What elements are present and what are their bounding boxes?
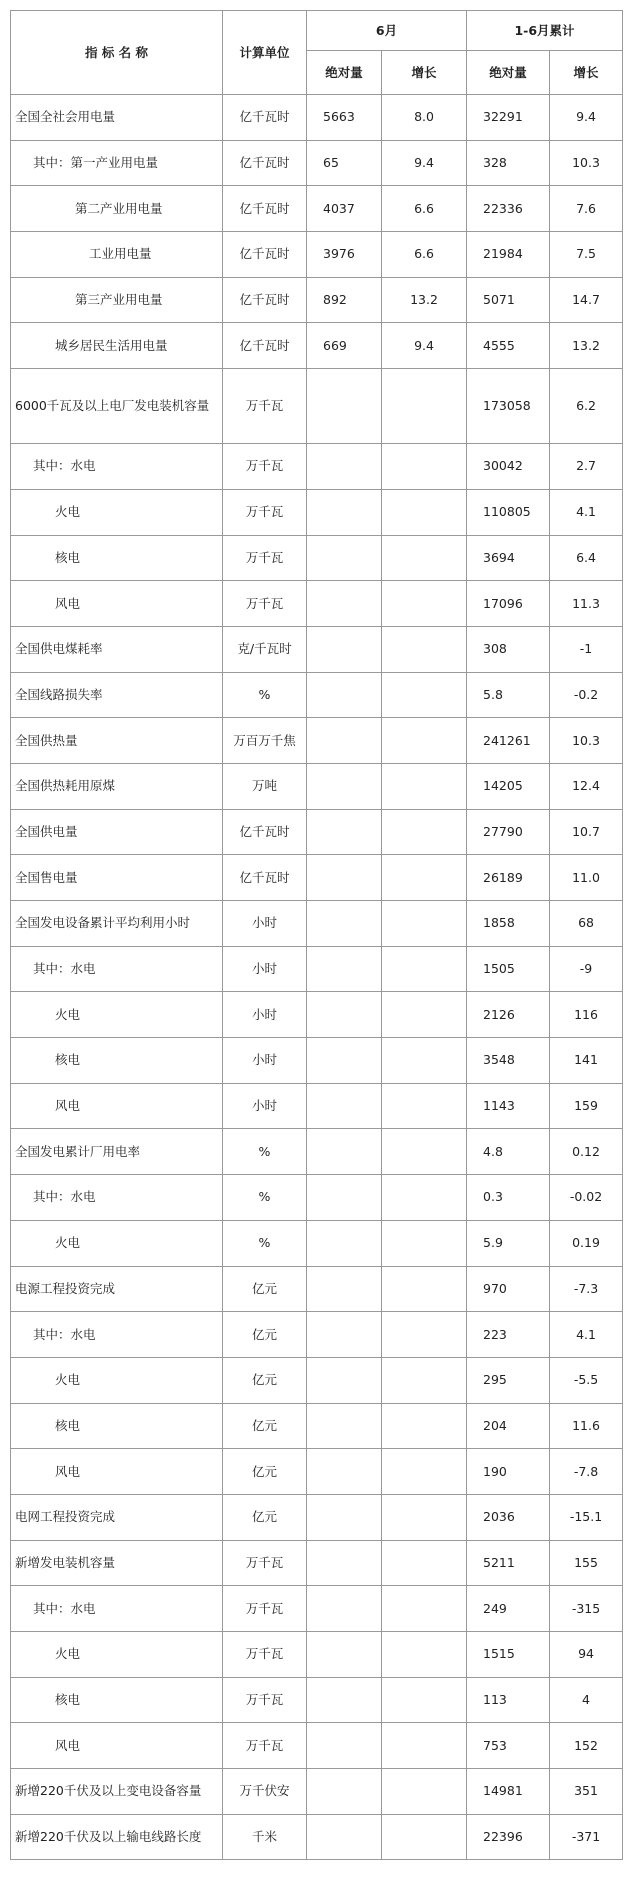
cumulative-absolute-cell: 970 (467, 1266, 550, 1312)
table-row (11, 1449, 623, 1495)
month-growth-cell (382, 1403, 467, 1449)
month-absolute-cell (307, 581, 382, 627)
indicator-name-cell: 其中：水电 (11, 946, 223, 992)
cumulative-growth-cell: 10.3 (550, 718, 623, 764)
month-absolute-cell: 669 (307, 323, 382, 369)
cumulative-growth-cell: 155 (550, 1540, 623, 1586)
month-growth-cell (382, 1677, 467, 1723)
cumulative-absolute-cell: 204 (467, 1403, 550, 1449)
cumulative-growth-cell: 2.7 (550, 444, 623, 490)
cumulative-absolute-cell: 328 (467, 140, 550, 186)
month-absolute-cell: 5663 (307, 95, 382, 141)
table-row (11, 444, 623, 490)
cumulative-growth-cell: 11.6 (550, 1403, 623, 1449)
cumulative-absolute-cell: 3548 (467, 1038, 550, 1084)
indicator-name-cell: 全国发电累计厂用电率 (11, 1129, 223, 1175)
cumulative-growth-cell: -371 (550, 1814, 623, 1860)
indicator-name-cell: 火电 (11, 489, 223, 535)
unit-cell: 万百万千焦 (223, 718, 307, 764)
table-row (11, 1038, 623, 1084)
table-row (11, 95, 623, 141)
cumulative-absolute-cell: 249 (467, 1586, 550, 1632)
month-absolute-cell: 892 (307, 277, 382, 323)
month-growth-cell (382, 855, 467, 901)
month-growth-cell (382, 1266, 467, 1312)
month-growth-cell (382, 1357, 467, 1403)
table-row (11, 1769, 623, 1815)
unit-cell: 亿元 (223, 1357, 307, 1403)
cumulative-absolute-cell: 223 (467, 1312, 550, 1358)
cumulative-growth-cell: -7.8 (550, 1449, 623, 1495)
indicator-name-cell: 新增220千伏及以上变电设备容量 (11, 1769, 223, 1815)
indicator-name-cell: 火电 (11, 992, 223, 1038)
cumulative-absolute-cell: 32291 (467, 95, 550, 141)
month-absolute-cell (307, 901, 382, 947)
cumulative-growth-cell: 14.7 (550, 277, 623, 323)
header-cumulative: 1-6月累计 (467, 11, 623, 51)
header-indicator-name: 指 标 名 称 (11, 11, 223, 95)
table-row (11, 489, 623, 535)
cumulative-absolute-cell: 27790 (467, 809, 550, 855)
table-row (11, 901, 623, 947)
month-growth-cell (382, 1723, 467, 1769)
indicator-name-cell: 全国发电设备累计平均利用小时 (11, 901, 223, 947)
table-row (11, 1175, 623, 1221)
indicator-name-cell: 其中：水电 (11, 444, 223, 490)
unit-cell: 亿元 (223, 1403, 307, 1449)
unit-cell: 亿千瓦时 (223, 809, 307, 855)
unit-cell: 万千瓦 (223, 444, 307, 490)
cumulative-absolute-cell: 753 (467, 1723, 550, 1769)
table-row (11, 1266, 623, 1312)
indicator-name-cell: 全国供电煤耗率 (11, 626, 223, 672)
month-growth-cell: 9.4 (382, 140, 467, 186)
cumulative-absolute-cell: 4.8 (467, 1129, 550, 1175)
cumulative-absolute-cell: 113 (467, 1677, 550, 1723)
indicator-name-cell: 第二产业用电量 (11, 186, 223, 232)
indicator-name-cell: 全国供热耗用原煤 (11, 763, 223, 809)
cumulative-absolute-cell: 21984 (467, 232, 550, 278)
indicator-name-cell: 全国供电量 (11, 809, 223, 855)
month-absolute-cell (307, 718, 382, 764)
unit-cell: 亿千瓦时 (223, 323, 307, 369)
unit-cell: 亿千瓦时 (223, 277, 307, 323)
month-absolute-cell (307, 1266, 382, 1312)
unit-cell: 小时 (223, 901, 307, 947)
header-unit: 计算单位 (223, 11, 307, 95)
month-absolute-cell (307, 1769, 382, 1815)
cumulative-absolute-cell: 22336 (467, 186, 550, 232)
cumulative-growth-cell: 12.4 (550, 763, 623, 809)
statistics-table-container (10, 10, 622, 1860)
table-row (11, 1814, 623, 1860)
indicator-name-cell: 火电 (11, 1357, 223, 1403)
table-body (11, 95, 623, 1860)
cumulative-growth-cell: 68 (550, 901, 623, 947)
month-absolute-cell: 3976 (307, 232, 382, 278)
cumulative-growth-cell: -0.2 (550, 672, 623, 718)
cumulative-absolute-cell: 26189 (467, 855, 550, 901)
month-growth-cell (382, 626, 467, 672)
table-row (11, 1220, 623, 1266)
month-growth-cell: 6.6 (382, 186, 467, 232)
indicator-name-cell: 城乡居民生活用电量 (11, 323, 223, 369)
unit-cell: 亿千瓦时 (223, 95, 307, 141)
cumulative-growth-cell: 152 (550, 1723, 623, 1769)
unit-cell: 千米 (223, 1814, 307, 1860)
cumulative-growth-cell: 6.4 (550, 535, 623, 581)
month-absolute-cell (307, 1449, 382, 1495)
month-absolute-cell (307, 1403, 382, 1449)
unit-cell: 亿元 (223, 1494, 307, 1540)
unit-cell: 亿千瓦时 (223, 855, 307, 901)
table-row (11, 1083, 623, 1129)
month-absolute-cell (307, 1540, 382, 1586)
unit-cell: 小时 (223, 1083, 307, 1129)
month-growth-cell (382, 901, 467, 947)
month-growth-cell (382, 581, 467, 627)
month-absolute-cell (307, 1677, 382, 1723)
cumulative-absolute-cell: 173058 (467, 369, 550, 444)
month-absolute-cell (307, 1494, 382, 1540)
table-row (11, 992, 623, 1038)
month-growth-cell (382, 1540, 467, 1586)
month-absolute-cell (307, 1175, 382, 1221)
cumulative-growth-cell: 7.6 (550, 186, 623, 232)
month-growth-cell (382, 489, 467, 535)
indicator-name-cell: 电源工程投资完成 (11, 1266, 223, 1312)
cumulative-absolute-cell: 5.9 (467, 1220, 550, 1266)
month-growth-cell (382, 1494, 467, 1540)
month-absolute-cell (307, 1723, 382, 1769)
table-row (11, 1129, 623, 1175)
unit-cell: 万千瓦 (223, 1677, 307, 1723)
cumulative-absolute-cell: 5211 (467, 1540, 550, 1586)
indicator-name-cell: 电网工程投资完成 (11, 1494, 223, 1540)
cumulative-growth-cell: 11.3 (550, 581, 623, 627)
cumulative-growth-cell: 9.4 (550, 95, 623, 141)
cumulative-growth-cell: 10.7 (550, 809, 623, 855)
cumulative-absolute-cell: 190 (467, 1449, 550, 1495)
table-row (11, 232, 623, 278)
month-growth-cell (382, 1769, 467, 1815)
month-growth-cell (382, 369, 467, 444)
header-month-absolute: 绝对量 (307, 51, 382, 95)
month-absolute-cell (307, 855, 382, 901)
indicator-name-cell: 第三产业用电量 (11, 277, 223, 323)
month-growth-cell (382, 1220, 467, 1266)
cumulative-growth-cell: 4.1 (550, 489, 623, 535)
month-absolute-cell (307, 1220, 382, 1266)
header-cumulative-absolute: 绝对量 (467, 51, 550, 95)
month-absolute-cell (307, 1038, 382, 1084)
cumulative-growth-cell: 94 (550, 1632, 623, 1678)
unit-cell: 万千瓦 (223, 1632, 307, 1678)
cumulative-absolute-cell: 3694 (467, 535, 550, 581)
table-row (11, 1494, 623, 1540)
unit-cell: 亿元 (223, 1266, 307, 1312)
unit-cell: 万千瓦 (223, 1586, 307, 1632)
cumulative-absolute-cell: 241261 (467, 718, 550, 764)
header-cumulative-growth: 增长 (550, 51, 623, 95)
month-growth-cell (382, 1038, 467, 1084)
month-absolute-cell (307, 1586, 382, 1632)
cumulative-absolute-cell: 4555 (467, 323, 550, 369)
table-header (11, 11, 623, 95)
cumulative-absolute-cell: 295 (467, 1357, 550, 1403)
month-absolute-cell (307, 809, 382, 855)
unit-cell: 万千瓦 (223, 1540, 307, 1586)
unit-cell: 小时 (223, 1038, 307, 1084)
cumulative-growth-cell: -7.3 (550, 1266, 623, 1312)
unit-cell: 亿千瓦时 (223, 140, 307, 186)
unit-cell: 亿元 (223, 1312, 307, 1358)
unit-cell: % (223, 672, 307, 718)
table-row (11, 186, 623, 232)
cumulative-absolute-cell: 2036 (467, 1494, 550, 1540)
indicator-name-cell: 全国供热量 (11, 718, 223, 764)
cumulative-growth-cell: 13.2 (550, 323, 623, 369)
cumulative-growth-cell: 7.5 (550, 232, 623, 278)
unit-cell: 万千伏安 (223, 1769, 307, 1815)
table-row (11, 1677, 623, 1723)
indicator-name-cell: 全国线路损失率 (11, 672, 223, 718)
table-row (11, 323, 623, 369)
cumulative-absolute-cell: 1143 (467, 1083, 550, 1129)
indicator-name-cell: 风电 (11, 1449, 223, 1495)
cumulative-growth-cell: 6.2 (550, 369, 623, 444)
table-row (11, 809, 623, 855)
indicator-name-cell: 其中：水电 (11, 1586, 223, 1632)
month-absolute-cell: 65 (307, 140, 382, 186)
cumulative-absolute-cell: 22396 (467, 1814, 550, 1860)
cumulative-growth-cell: 351 (550, 1769, 623, 1815)
month-absolute-cell (307, 535, 382, 581)
indicator-name-cell: 新增220千伏及以上输电线路长度 (11, 1814, 223, 1860)
cumulative-growth-cell: 116 (550, 992, 623, 1038)
month-absolute-cell (307, 1632, 382, 1678)
cumulative-growth-cell: 4 (550, 1677, 623, 1723)
cumulative-absolute-cell: 1858 (467, 901, 550, 947)
table-row (11, 763, 623, 809)
month-absolute-cell (307, 1357, 382, 1403)
table-row (11, 1723, 623, 1769)
month-absolute-cell: 4037 (307, 186, 382, 232)
indicator-name-cell: 核电 (11, 1038, 223, 1084)
cumulative-absolute-cell: 308 (467, 626, 550, 672)
indicator-name-cell: 其中：水电 (11, 1312, 223, 1358)
month-absolute-cell (307, 1814, 382, 1860)
cumulative-absolute-cell: 2126 (467, 992, 550, 1038)
month-absolute-cell (307, 1129, 382, 1175)
table-row (11, 140, 623, 186)
unit-cell: 克/千瓦时 (223, 626, 307, 672)
month-growth-cell (382, 946, 467, 992)
table-row (11, 1312, 623, 1358)
month-growth-cell: 13.2 (382, 277, 467, 323)
cumulative-absolute-cell: 1515 (467, 1632, 550, 1678)
unit-cell: 万千瓦 (223, 489, 307, 535)
unit-cell: % (223, 1220, 307, 1266)
power-industry-statistics-table (10, 10, 623, 1860)
table-row (11, 1540, 623, 1586)
month-growth-cell (382, 992, 467, 1038)
month-absolute-cell (307, 946, 382, 992)
indicator-name-cell: 全国全社会用电量 (11, 95, 223, 141)
table-row (11, 369, 623, 444)
table-row (11, 718, 623, 764)
unit-cell: 万千瓦 (223, 369, 307, 444)
indicator-name-cell: 其中：水电 (11, 1175, 223, 1221)
month-growth-cell (382, 444, 467, 490)
indicator-name-cell: 新增发电装机容量 (11, 1540, 223, 1586)
month-absolute-cell (307, 1312, 382, 1358)
indicator-name-cell: 火电 (11, 1632, 223, 1678)
month-growth-cell (382, 1449, 467, 1495)
month-absolute-cell (307, 626, 382, 672)
table-row (11, 1632, 623, 1678)
month-growth-cell (382, 1814, 467, 1860)
indicator-name-cell: 全国售电量 (11, 855, 223, 901)
cumulative-growth-cell: -315 (550, 1586, 623, 1632)
table-row (11, 855, 623, 901)
month-growth-cell (382, 672, 467, 718)
table-row (11, 1586, 623, 1632)
cumulative-growth-cell: 4.1 (550, 1312, 623, 1358)
indicator-name-cell: 风电 (11, 1723, 223, 1769)
cumulative-growth-cell: 141 (550, 1038, 623, 1084)
indicator-name-cell: 风电 (11, 1083, 223, 1129)
month-absolute-cell (307, 672, 382, 718)
indicator-name-cell: 其中：第一产业用电量 (11, 140, 223, 186)
indicator-name-cell: 火电 (11, 1220, 223, 1266)
cumulative-absolute-cell: 17096 (467, 581, 550, 627)
indicator-name-cell: 风电 (11, 581, 223, 627)
month-growth-cell (382, 1083, 467, 1129)
table-row (11, 672, 623, 718)
month-absolute-cell (307, 444, 382, 490)
unit-cell: 小时 (223, 946, 307, 992)
cumulative-growth-cell: -9 (550, 946, 623, 992)
indicator-name-cell: 核电 (11, 1403, 223, 1449)
unit-cell: 万千瓦 (223, 1723, 307, 1769)
month-growth-cell: 6.6 (382, 232, 467, 278)
indicator-name-cell: 核电 (11, 1677, 223, 1723)
cumulative-growth-cell: -1 (550, 626, 623, 672)
cumulative-growth-cell: 159 (550, 1083, 623, 1129)
table-row (11, 535, 623, 581)
cumulative-absolute-cell: 14205 (467, 763, 550, 809)
month-growth-cell (382, 1312, 467, 1358)
indicator-name-cell: 6000千瓦及以上电厂发电装机容量 (11, 369, 223, 444)
month-growth-cell (382, 1129, 467, 1175)
cumulative-growth-cell: -15.1 (550, 1494, 623, 1540)
cumulative-growth-cell: 11.0 (550, 855, 623, 901)
indicator-name-cell: 核电 (11, 535, 223, 581)
cumulative-growth-cell: 0.19 (550, 1220, 623, 1266)
unit-cell: % (223, 1129, 307, 1175)
month-absolute-cell (307, 369, 382, 444)
month-absolute-cell (307, 992, 382, 1038)
cumulative-absolute-cell: 14981 (467, 1769, 550, 1815)
cumulative-absolute-cell: 5.8 (467, 672, 550, 718)
header-month-growth: 增长 (382, 51, 467, 95)
month-growth-cell: 8.0 (382, 95, 467, 141)
month-growth-cell: 9.4 (382, 323, 467, 369)
month-absolute-cell (307, 1083, 382, 1129)
month-growth-cell (382, 1632, 467, 1678)
unit-cell: 小时 (223, 992, 307, 1038)
header-month: 6月 (307, 11, 467, 51)
month-absolute-cell (307, 489, 382, 535)
unit-cell: 万吨 (223, 763, 307, 809)
unit-cell: 万千瓦 (223, 581, 307, 627)
table-row (11, 626, 623, 672)
table-row (11, 1403, 623, 1449)
unit-cell: 亿元 (223, 1449, 307, 1495)
unit-cell: 万千瓦 (223, 535, 307, 581)
month-absolute-cell (307, 763, 382, 809)
indicator-name-cell: 工业用电量 (11, 232, 223, 278)
month-growth-cell (382, 809, 467, 855)
month-growth-cell (382, 718, 467, 764)
cumulative-growth-cell: -5.5 (550, 1357, 623, 1403)
month-growth-cell (382, 535, 467, 581)
cumulative-absolute-cell: 110805 (467, 489, 550, 535)
table-row (11, 946, 623, 992)
month-growth-cell (382, 1586, 467, 1632)
table-row (11, 277, 623, 323)
month-growth-cell (382, 1175, 467, 1221)
table-row (11, 1357, 623, 1403)
cumulative-growth-cell: -0.02 (550, 1175, 623, 1221)
unit-cell: % (223, 1175, 307, 1221)
cumulative-absolute-cell: 1505 (467, 946, 550, 992)
cumulative-growth-cell: 10.3 (550, 140, 623, 186)
cumulative-absolute-cell: 5071 (467, 277, 550, 323)
cumulative-growth-cell: 0.12 (550, 1129, 623, 1175)
table-row (11, 581, 623, 627)
month-growth-cell (382, 763, 467, 809)
cumulative-absolute-cell: 0.3 (467, 1175, 550, 1221)
cumulative-absolute-cell: 30042 (467, 444, 550, 490)
unit-cell: 亿千瓦时 (223, 186, 307, 232)
unit-cell: 亿千瓦时 (223, 232, 307, 278)
